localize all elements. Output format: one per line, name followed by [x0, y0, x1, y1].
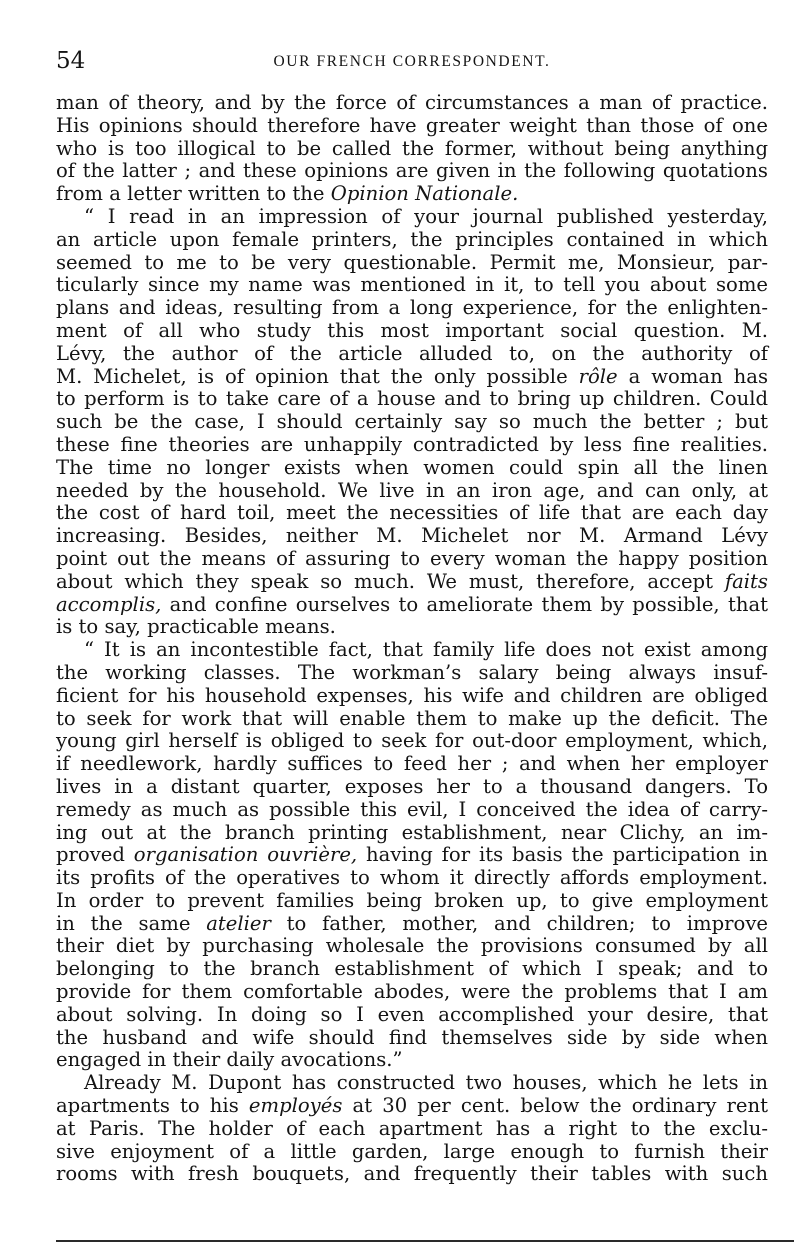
text-line — [56, 639, 768, 662]
text-run: from a letter written to the — [56, 182, 331, 206]
text-line — [56, 662, 768, 685]
text-line — [56, 1072, 768, 1095]
text-run: the husband and wife should find themselves side by side when — [56, 1025, 768, 1049]
text-run: plans and ideas, resulting from a long experience, for the enlighten- — [56, 296, 768, 320]
text-run: ticularly since my name was mentioned in it, to tell you about some — [56, 273, 768, 297]
text-run: young girl herself is obliged to seek for out-door employment, which, — [56, 729, 768, 753]
italic-phrase: faits — [724, 569, 768, 593]
text-run: their diet by purchasing wholesale the provisions consumed by all — [56, 934, 768, 958]
italic-phrase: employés — [248, 1094, 343, 1118]
italic-phrase: accomplis, — [56, 592, 162, 616]
text-run: sive enjoyment of a little garden, large enough to furnish their — [56, 1139, 768, 1163]
text-run: about which they speak so much. We must, therefore, accept — [56, 569, 725, 593]
text-line — [56, 115, 768, 138]
text-run: engaged in their daily avocations.” — [56, 1048, 403, 1072]
text-line — [56, 685, 768, 708]
text-line — [56, 844, 768, 867]
text-run: point out the means of assuring to every woman the happy position — [56, 546, 768, 570]
text-run: rooms with fresh bouquets, and frequently their tables with such — [56, 1162, 768, 1186]
text-run: man of theory, and by the force of circumstances a man of practice. — [56, 91, 768, 114]
text-line — [56, 366, 768, 389]
bottom-rule — [56, 1240, 794, 1242]
text-line — [56, 343, 768, 366]
italic-phrase: Opinion Nationale. — [330, 182, 519, 206]
text-run: its profits of the operatives to whom it directly affords employment. — [56, 866, 768, 890]
text-line — [56, 1118, 768, 1141]
text-run: to perform is to take care of a house and to bring up children. Could — [56, 387, 768, 411]
text-line — [56, 571, 768, 594]
text-run: of the latter ; and these opinions are given in the following quotations — [56, 159, 768, 183]
text-line — [56, 913, 768, 936]
text-run: Lévy, the author of the article alluded to, on the authority of — [56, 341, 768, 365]
text-line — [56, 1141, 768, 1164]
text-run: ment of all who study this most important social question. M. — [56, 318, 768, 342]
text-line — [56, 799, 768, 822]
text-line — [56, 502, 768, 525]
text-run: an article upon female printers, the principles contained in which — [56, 227, 768, 251]
text-line — [56, 434, 768, 457]
text-line — [56, 183, 768, 206]
text-line — [56, 890, 768, 913]
text-run: is to say, practicable means. — [56, 615, 336, 639]
text-run: such be the case, I should certainly say so much the better ; but — [56, 410, 768, 434]
italic-phrase: rôle — [578, 364, 618, 388]
text-run: and confine ourselves to ameliorate them by possible, that — [161, 592, 768, 616]
text-run: belonging to the branch establishment of which I speak; and to — [56, 957, 768, 981]
text-line — [56, 411, 768, 434]
text-run: who is too illogical to be called the former, without being anything — [56, 136, 768, 160]
text-run: “ It is an incontestible fact, that family life does not exist among — [84, 638, 768, 662]
text-line — [56, 480, 768, 503]
text-run: The time no longer exists when women could spin all the linen — [56, 455, 768, 479]
text-line — [56, 822, 768, 845]
text-run: these fine theories are unhappily contradicted by less fine realities. — [56, 432, 768, 456]
text-line — [56, 1004, 768, 1027]
text-line — [56, 320, 768, 343]
text-run: provide for them comfortable abodes, were the problems that I am — [56, 980, 768, 1004]
text-line — [56, 708, 768, 731]
text-run: in the same — [56, 911, 207, 935]
text-line — [56, 753, 768, 776]
text-line — [56, 730, 768, 753]
book-page — [56, 0, 768, 1251]
text-line — [56, 548, 768, 571]
text-run: increasing. Besides, neither M. Michelet nor M. Armand Lévy — [56, 524, 768, 548]
text-line — [56, 1027, 768, 1050]
text-run: apartments to his — [56, 1094, 249, 1118]
italic-phrase: organisation ouvrière, — [133, 843, 358, 867]
text-run: to seek for work that will enable them to make up the deficit. The — [56, 706, 768, 730]
text-line — [56, 525, 768, 548]
italic-phrase: atelier — [206, 911, 271, 935]
text-line — [56, 958, 768, 981]
text-line — [56, 935, 768, 958]
text-line — [56, 206, 768, 229]
text-line — [56, 594, 768, 617]
text-run: remedy as much as possible this evil, I conceived the idea of carry- — [56, 797, 768, 821]
text-line — [56, 138, 768, 161]
text-line — [56, 297, 768, 320]
text-line — [56, 457, 768, 480]
running-title: OUR FRENCH CORRESPONDENT. — [273, 53, 551, 70]
text-run: to father, mother, and children; to improve — [270, 911, 768, 935]
text-run: In order to prevent families being broken up, to give employment — [56, 888, 768, 912]
text-run: proved — [56, 843, 134, 867]
body-text — [56, 92, 768, 1186]
text-run: if needlework, hardly suffices to feed her ; and when her employer — [56, 752, 768, 776]
text-run: Already M. Dupont has constructed two houses, which he lets in — [84, 1071, 768, 1095]
text-run: a woman has — [617, 364, 768, 388]
text-line — [56, 388, 768, 411]
text-line — [56, 776, 768, 799]
text-line — [56, 229, 768, 252]
text-line — [56, 252, 768, 275]
text-run: the working classes. The workman’s salary being always insuf- — [56, 660, 768, 684]
text-run: the cost of hard toil, meet the necessities of life that are each day — [56, 501, 768, 525]
text-run: lives in a distant quarter, exposes her to a thousand dangers. To — [56, 774, 768, 798]
text-run: ing out at the branch printing establishment, near Clichy, an im- — [56, 820, 768, 844]
text-run: at 30 per cent. below the ordinary rent — [342, 1094, 768, 1118]
text-line — [56, 867, 768, 890]
text-line — [56, 1163, 768, 1186]
text-line — [56, 981, 768, 1004]
text-run: about solving. In doing so I even accomplished your desire, that — [56, 1002, 768, 1026]
text-run: “ I read in an impression of your journal published yesterday, — [84, 204, 768, 228]
text-run: M. Michelet, is of opinion that the only possible — [56, 364, 579, 388]
text-line — [56, 274, 768, 297]
text-run: ficient for his household expenses, his wife and children are obliged — [56, 683, 768, 707]
text-line — [56, 1095, 768, 1118]
text-line — [56, 616, 768, 639]
text-run: His opinions should therefore have greater weight than those of one — [56, 113, 768, 137]
page-number: 54 — [56, 48, 86, 74]
text-run: seemed to me to be very questionable. Permit me, Monsieur, par- — [56, 250, 768, 274]
text-line — [56, 1049, 768, 1072]
text-run: having for its basis the participation in — [357, 843, 768, 867]
text-run: needed by the household. We live in an iron age, and can only, at — [56, 478, 768, 502]
text-line — [56, 160, 768, 183]
text-line — [56, 92, 768, 115]
running-head — [56, 46, 768, 76]
text-run: at Paris. The holder of each apartment has a right to the exclu- — [56, 1116, 768, 1140]
